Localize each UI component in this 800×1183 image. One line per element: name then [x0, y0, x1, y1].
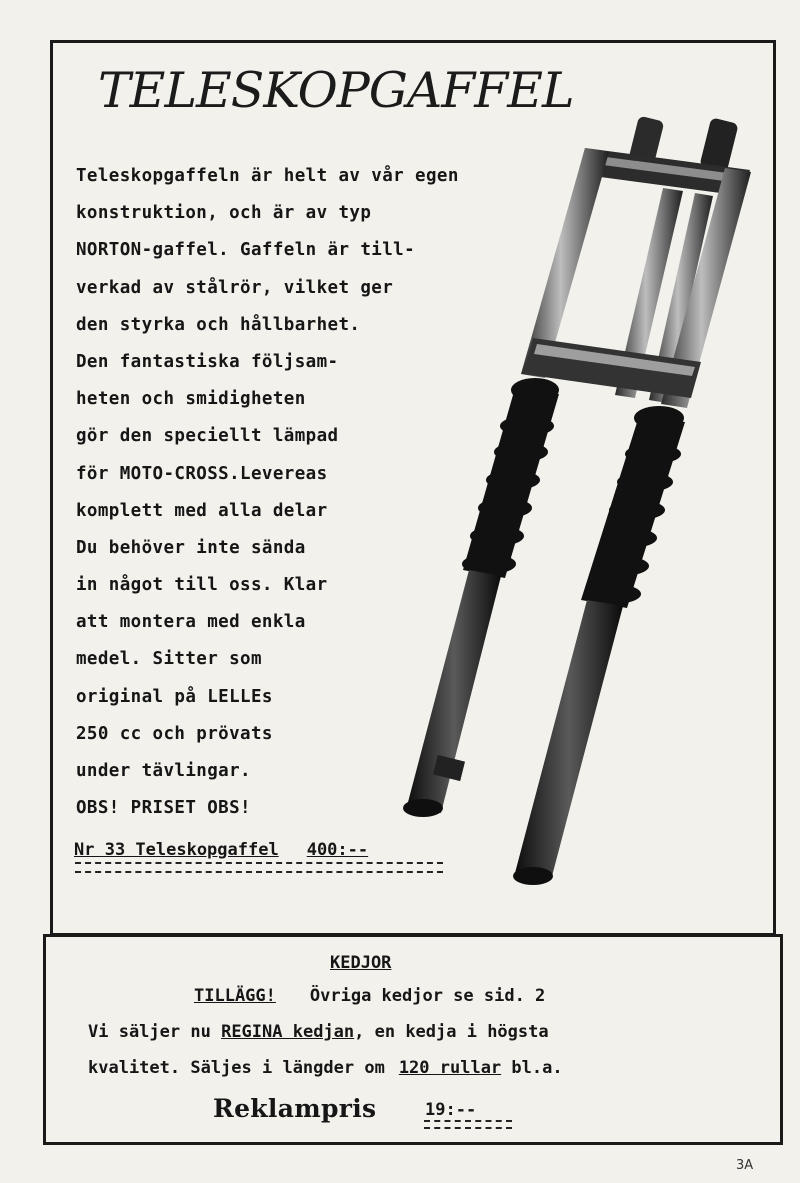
chains-heading: KEDJOR	[330, 953, 392, 973]
page-number: 3A	[736, 1158, 754, 1173]
chains-text-line	[88, 1022, 549, 1042]
text-segment: Vi säljer nu	[88, 1022, 211, 1042]
description-line: original på LELLEs	[76, 686, 273, 707]
description-line: in något till oss. Klar	[76, 575, 328, 596]
addition-text: Övriga kedjor se sid. 2	[309, 986, 546, 1006]
description-line: Teleskopgaffeln är helt av vår egen	[76, 166, 459, 186]
page-title: TELESKOPGAFFEL	[98, 62, 574, 119]
description-line: konstruktion, och är av typ	[76, 203, 372, 224]
description-line: under tävlingar.	[76, 761, 251, 781]
description-line: OBS! PRISET OBS!	[76, 798, 251, 819]
description-line: komplett med alla delar	[76, 500, 328, 521]
text-segment: bl.a.	[511, 1058, 563, 1078]
description-line: att montera med enkla	[76, 612, 306, 633]
description-line: den styrka och hållbarhet.	[76, 314, 361, 335]
description-line: gör den speciellt lämpad	[76, 426, 339, 447]
roller-count: 120 rullar	[398, 1058, 502, 1078]
brand-name: REGINA kedjan	[221, 1022, 355, 1042]
chains-text-line	[88, 1058, 563, 1078]
offer-label: Reklampris	[213, 1094, 377, 1123]
description-line: NORTON-gaffel. Gaffeln är till-	[76, 240, 416, 261]
description-line: Du behöver inte sända	[76, 537, 306, 558]
text-segment: , en kedja i högsta	[354, 1022, 549, 1042]
text-segment: kvalitet. Säljes i längder om	[88, 1058, 385, 1078]
offer-price: 19:--	[425, 1100, 477, 1120]
order-item-label: Nr 33 Teleskopgaffel	[74, 840, 279, 860]
double-underline	[75, 862, 443, 873]
description-line: för MOTO-CROSS.Levereas	[76, 463, 328, 484]
description-line: verkad av stålrör, vilket ger	[76, 277, 394, 298]
order-item-price: 400:--	[306, 840, 369, 860]
chains-addition-line	[194, 986, 545, 1006]
description-line: Den fantastiska följsam-	[76, 351, 339, 372]
description-line: 250 cc och prövats	[76, 723, 273, 744]
telescopic-fork-photo	[395, 108, 765, 898]
double-underline	[424, 1120, 512, 1129]
order-line	[74, 840, 368, 860]
description-line: heten och smidigheten	[76, 389, 306, 410]
description-line: medel. Sitter som	[76, 649, 262, 670]
addition-label: TILLÄGG!	[194, 986, 276, 1006]
